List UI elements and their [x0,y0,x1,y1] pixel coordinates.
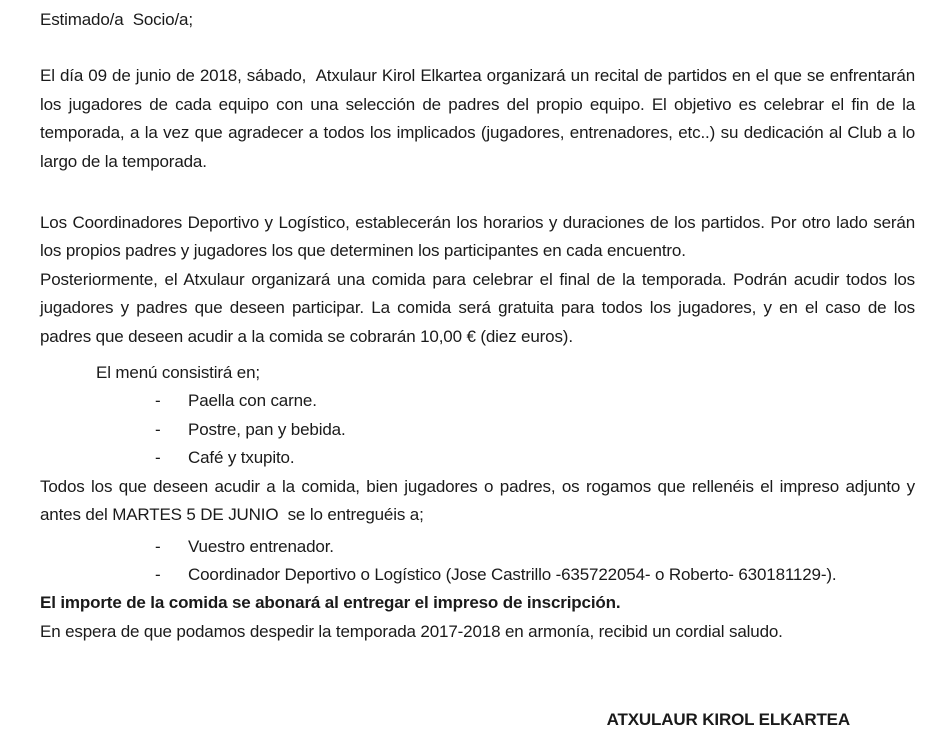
bullet-dash: - [155,419,161,439]
bullet-dash: - [155,391,161,411]
list-item-menu-3 [40,444,915,472]
delivery-list [40,533,915,590]
menu-intro: El menú consistirá en; [96,363,260,383]
list-item-delivery-1 [40,533,915,561]
bullet-text: Café y txupito. [188,448,295,468]
list-item-menu-1 [40,387,915,415]
bullet-text: Paella con carne. [188,391,317,411]
menu-list [40,387,915,472]
signature: ATXULAUR KIROL ELKARTEA [606,710,850,730]
paragraph-registration: Todos los que deseen acudir a la comida, bien jugadores o padres, os rogamos que rellenéis el impreso adjunto y antes del MARTES 5 DE JUNIO se lo entreguéis a; [40,476,920,525]
bullet-text: Postre, pan y bebida. [188,419,346,439]
bullet-text: Coordinador Deportivo o Logístico (Jose Castrillo -635722054- o Roberto- 630181129-). [188,564,837,584]
bullet-text: Vuestro entrenador. [188,536,334,556]
paragraph-event-intro: El día 09 de junio de 2018, sábado, Atxulaur Kirol Elkartea organizará un recital de partidos en el que se enfrentarán los jugadores de cada equipo con una selección de padres del propio equipo. El objetivo es celebrar el fin de la temporada, a la vez que agradecer a todos los implicados (jugadores, entrenadores, etc..) su dedicación al Club a lo largo de la temporada. [40,66,920,171]
bullet-dash: - [155,536,161,556]
closing-line: En espera de que podamos despedir la temporada 2017-2018 en armonía, recibid un cordial saludo. [40,621,783,641]
paragraph-meal: Posteriormente, el Atxulaur organizará una comida para celebrar el final de la temporada. Podrán acudir todos los jugadores y padres que deseen participar. La comida será gratuita para todos los jugadores, y en el caso de los padres que deseen acudir a la comida se cobrarán 10,00 € (diez euros). [40,269,920,346]
list-item-menu-2 [40,416,915,444]
payment-notice: El importe de la comida se abonará al entregar el impreso de inscripción. [40,593,621,613]
list-item-delivery-2 [40,561,915,589]
paragraph-coordinators: Los Coordinadores Deportivo y Logístico, establecerán los horarios y duraciones de los partidos. Por otro lado serán los propios padres y jugadores los que determinen los participantes en cada encuentro. [40,213,920,261]
bullet-dash: - [155,564,161,584]
salutation: Estimado/a Socio/a; [40,10,193,29]
bullet-dash: - [155,448,161,468]
